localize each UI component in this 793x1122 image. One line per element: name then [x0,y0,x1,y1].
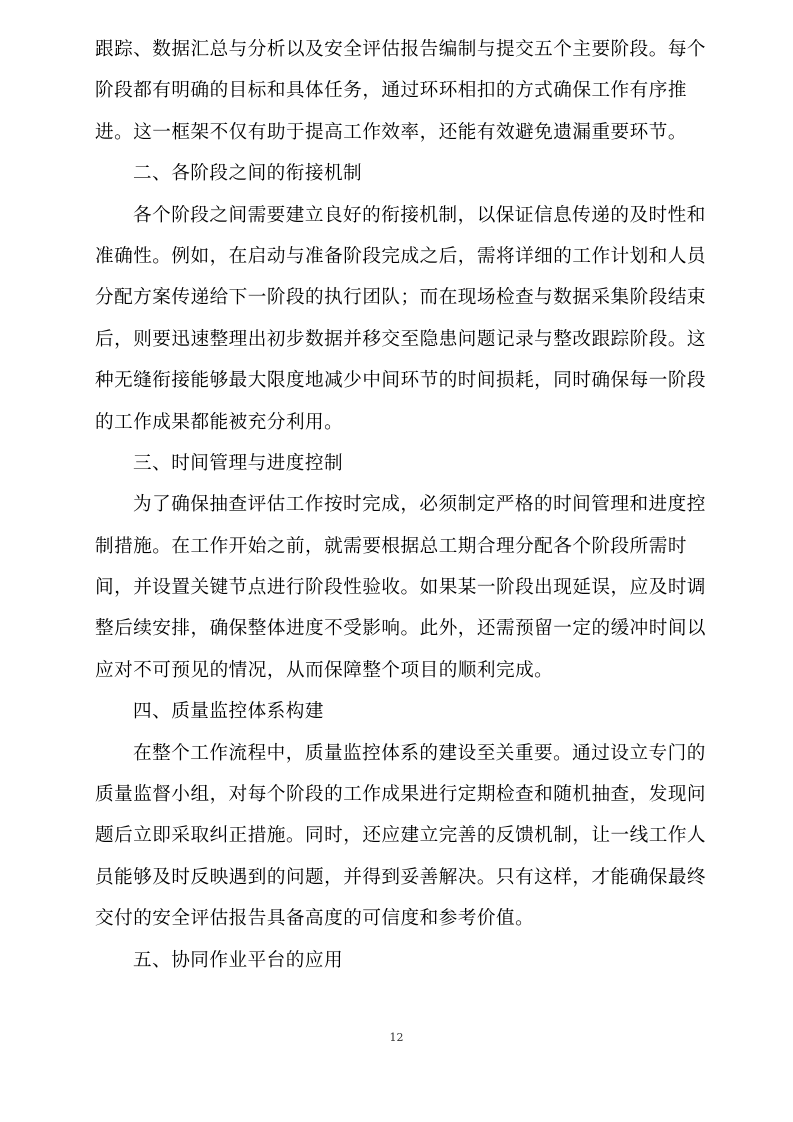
paragraph-first-line: 各个阶段之间需要建立良好的衔接机制，以保证信息传递的及时性和 [133,204,706,226]
section-heading: 四、质量监控体系构建 [133,701,324,723]
paragraph-line: 整后续安排，确保整体进度不受影响。此外，还需预留一定的缓冲时间以 [95,618,707,640]
paragraph-line: 交付的安全评估报告具备高度的可信度和参考价值。 [95,908,535,930]
paragraph-line: 种无缝衔接能够最大限度地减少中间环节的时间损耗，同时确保每一阶段 [95,370,707,392]
paragraph-line: 分配方案传递给下一阶段的执行团队；而在现场检查与数据采集阶段结束 [95,287,707,309]
paragraph-line: 题后立即采取纠正措施。同时，还应建立完善的反馈机制，让一线工作人 [95,825,707,847]
paragraph-line: 制措施。在工作开始之前，就需要根据总工期合理分配各个阶段所需时 [95,535,687,557]
paragraph-first-line: 在整个工作流程中，质量监控体系的建设至关重要。通过设立专门的 [133,742,706,764]
paragraph-line: 后，则要迅速整理出初步数据并移交至隐患问题记录与整改跟踪阶段。这 [95,328,707,350]
paragraph-line: 准确性。例如，在启动与准备阶段完成之后，需将详细的工作计划和人员 [95,245,707,267]
section-heading: 三、时间管理与进度控制 [133,452,344,474]
section-heading: 五、协同作业平台的应用 [133,949,344,971]
paragraph-line: 的工作成果都能被充分利用。 [95,411,344,433]
paragraph-line: 跟踪、数据汇总与分析以及安全评估报告编制与提交五个主要阶段。每个 [95,39,707,60]
document-body [95,29,707,981]
section-heading: 二、各阶段之间的衔接机制 [133,163,363,185]
paragraph-line: 质量监督小组，对每个阶段的工作成果进行定期检查和随机抽查，发现问 [95,784,707,806]
page-number: 12 [389,1031,404,1044]
paragraph-line: 员能够及时反映遇到的问题，并得到妥善解决。只有这样，才能确保最终 [95,866,707,888]
paragraph-line: 应对不可预见的情况，从而保障整个项目的顺利完成。 [95,659,554,681]
paragraph-first-line: 为了确保抽查评估工作按时完成，必须制定严格的时间管理和进度控 [133,494,706,516]
paragraph-line: 阶段都有明确的目标和具体任务，通过环环相扣的方式确保工作有序推 [95,80,687,102]
paragraph-line: 进。这一框架不仅有助于提高工作效率，还能有效避免遗漏重要环节。 [95,121,687,143]
paragraph-line: 间，并设置关键节点进行阶段性验收。如果某一阶段出现延误，应及时调 [95,577,707,599]
